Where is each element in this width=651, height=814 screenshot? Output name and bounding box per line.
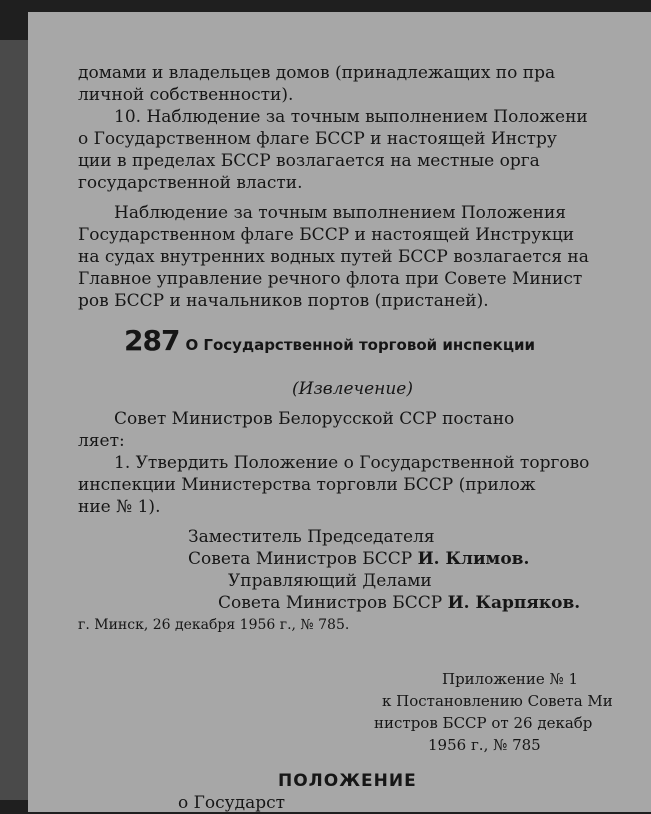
signature-line (78, 592, 638, 614)
signature-title: Заместитель Председателя (188, 527, 435, 547)
signature-title: Управляющий Делами (228, 571, 432, 591)
text-line: Главное управление речного флота при Совете Минист (78, 269, 583, 289)
text-line: инспекции Министерства торговли БССР (прилож (78, 475, 536, 495)
section-title: О Государственной торговой инспекции (185, 336, 535, 354)
text-line: личной собственности). (78, 85, 294, 105)
section-number: 287 (124, 324, 180, 357)
document-text (78, 62, 638, 814)
signature-org: Совета Министров БССР (218, 593, 448, 613)
appendix-line: 1956 г., № 785 (428, 736, 541, 754)
text-line: государственной власти. (78, 173, 303, 193)
appendix-title: Приложение № 1 (442, 670, 579, 688)
appendix-line: нистров БССР от 26 декабр (374, 714, 593, 732)
text-line: Совет Министров Белорусской ССР постано (114, 409, 515, 429)
place-date: г. Минск, 26 декабря 1956 г., № 785. (78, 617, 350, 633)
text-line: ляет: (78, 431, 125, 451)
section-heading (78, 324, 638, 364)
text-line: Наблюдение за точным выполнением Положения (114, 203, 567, 223)
signature-org: Совета Министров БССР (188, 549, 418, 569)
signature-line (78, 548, 638, 570)
text-line: о Государст (178, 793, 286, 813)
text-line: ров БССР и начальников портов (пристаней). (78, 291, 489, 311)
text-line: домами и владельцев домов (принадлежащих по пра (78, 63, 556, 83)
text-line: на судах внутренних водных путей БССР возлагается на (78, 247, 589, 267)
appendix-line: к Постановлению Совета Ми (382, 692, 613, 710)
book-spine (0, 40, 28, 800)
text-line: ние № 1). (78, 497, 161, 517)
text-line: ции в пределах БССР возлагается на местные орга (78, 151, 540, 171)
polozhenie-title: ПОЛОЖЕНИЕ (278, 771, 417, 791)
signature-name: И. Карпяков. (447, 593, 581, 613)
text-line: Государственном флаге БССР и настоящей Инструкци (78, 225, 575, 245)
text-line: о Государственном флаге БССР и настоящей Инстру (78, 129, 557, 149)
text-line: 1. Утвердить Положение о Государственной торгово (114, 453, 590, 473)
text-line: 10. Наблюдение за точным выполнением Положени (114, 107, 588, 127)
signature-name: И. Климов. (417, 549, 530, 569)
section-subtitle: (Извлечение) (292, 379, 413, 399)
